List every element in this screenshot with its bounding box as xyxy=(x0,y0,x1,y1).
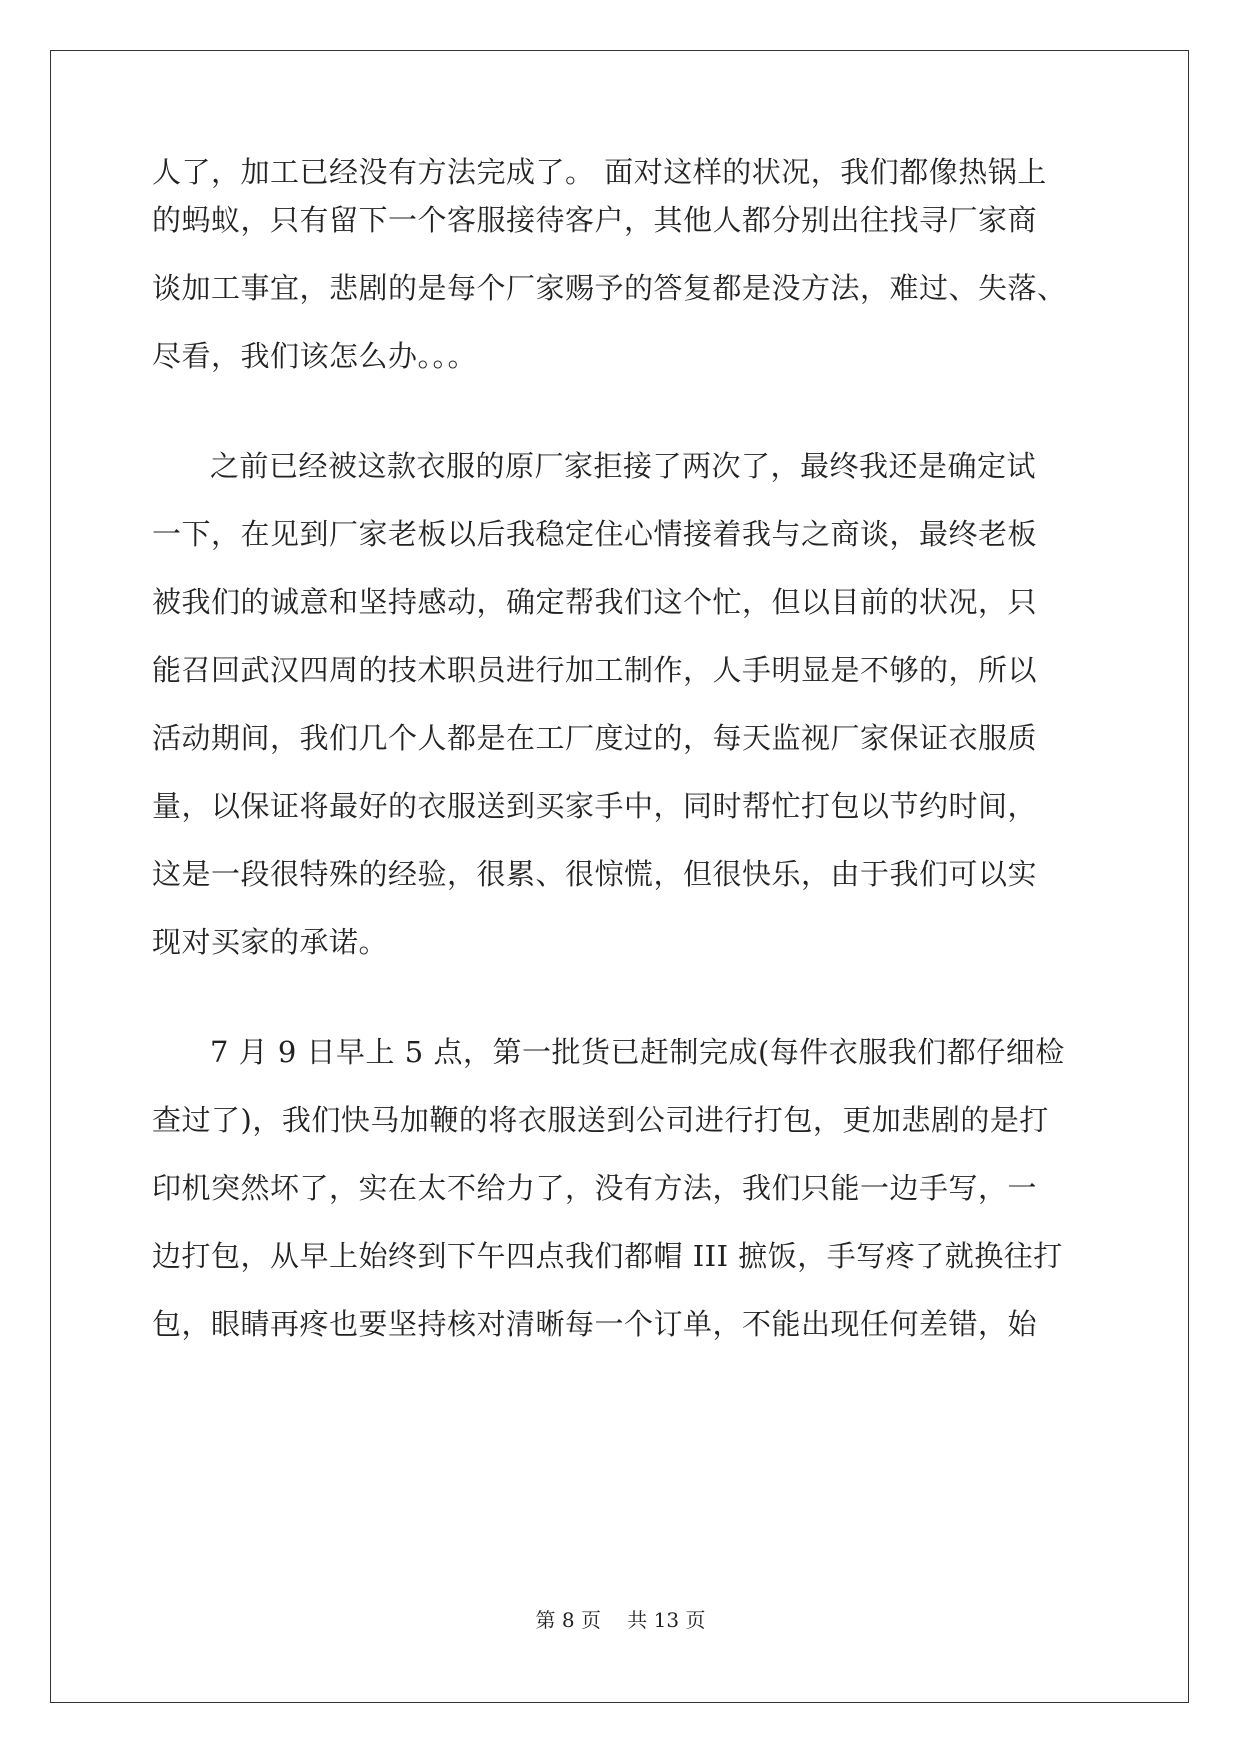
text-line: 现对买家的承诺。 xyxy=(152,925,389,959)
text-line: 人了，加工已经没有方法完成了。 面对这样的状况，我们都像热锅上 xyxy=(152,155,1047,189)
paragraph-first-line: 之前已经被这款衣服的原厂家拒接了两次了，最终我还是确定试 xyxy=(210,449,1037,483)
text-line: 被我们的诚意和坚持感动，确定帮我们这个忙，但以目前的状况，只 xyxy=(152,585,1038,619)
text-line: 的蚂蚁，只有留下一个客服接待客户，其他人都分别出往找寻厂家商 xyxy=(152,203,1038,237)
text-line: 量，以保证将最好的衣服送到买家手中，同时帮忙打包以节约时间， xyxy=(152,789,1038,823)
page-number-footer: 第 8 页 共 13 页 xyxy=(535,1608,706,1632)
text-line: 查过了)，我们快马加鞭的将衣服送到公司进行打包，更加悲剧的是打 xyxy=(152,1103,1049,1137)
text-line: 印机突然坏了，实在太不给力了，没有方法，我们只能一边手写，一 xyxy=(152,1171,1038,1205)
text-line: 谈加工事宜，悲剧的是每个厂家赐予的答复都是没方法，难过、失落、 xyxy=(152,271,1067,305)
text-line: 这是一段很特殊的经验，很累、很惊慌，但很快乐，由于我们可以实 xyxy=(152,857,1038,891)
text-line: 尽看，我们该怎么办。。。 xyxy=(152,339,478,373)
text-line: 活动期间，我们几个人都是在工厂度过的，每天监视厂家保证衣服质 xyxy=(152,721,1038,755)
text-line: 一下，在见到厂家老板以后我稳定住心情接着我与之商谈，最终老板 xyxy=(152,517,1038,551)
text-line: 边打包，从早上始终到下午四点我们都帽 III 摭饭，手写疼了就换往打 xyxy=(152,1239,1063,1273)
paragraph-first-line: 7 月 9 日早上 5 点，第一批货已赶制完成(每件衣服我们都仔细检 xyxy=(210,1035,1065,1069)
text-line: 包，眼睛再疼也要坚持核对清晰每一个订单，不能出现任何差错，始 xyxy=(152,1307,1038,1341)
text-line: 能召回武汉四周的技术职员进行加工制作，人手明显是不够的，所以 xyxy=(152,653,1038,687)
